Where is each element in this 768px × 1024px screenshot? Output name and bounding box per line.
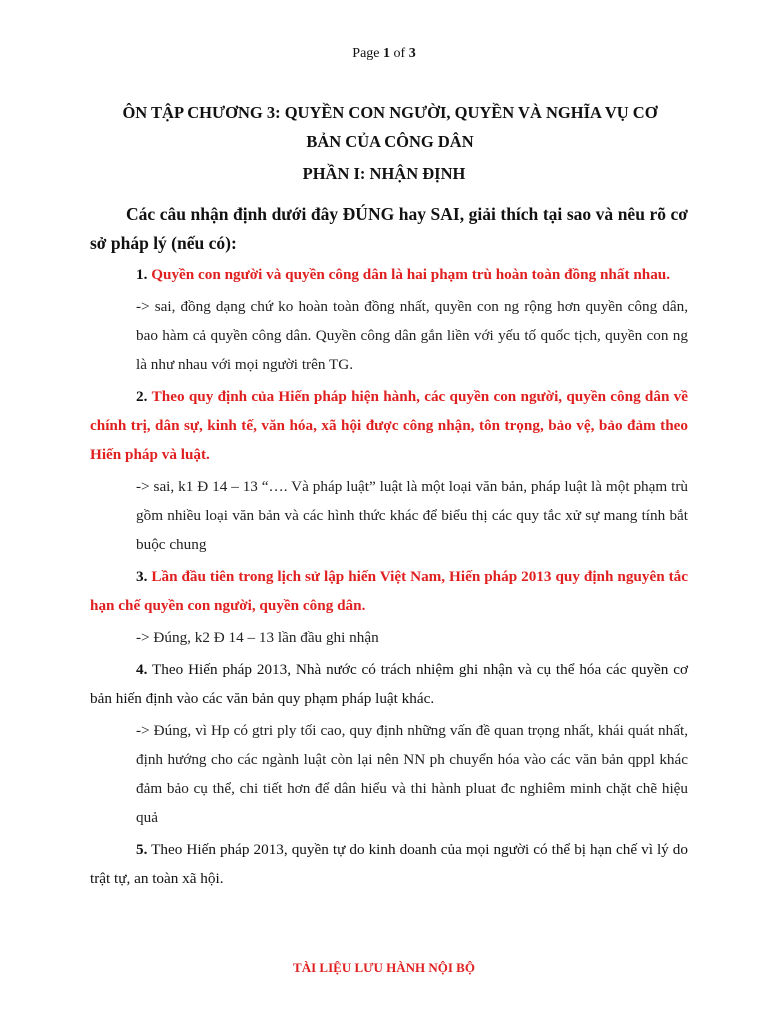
page-current: 1	[383, 46, 391, 61]
answer-text: -> sai, k1 Đ 14 – 13 “…. Và pháp luật” luật là một loại văn bản, pháp luật là một phạm trù gồm nhiều loại văn bản và các hình thức khác để biểu thị các quy tắc xử sự mang tính bắt buộc chung	[136, 478, 688, 553]
question-item	[90, 562, 688, 620]
question-list	[90, 260, 688, 893]
question-text: Theo quy định của Hiến pháp hiện hành, các quyền con người, quyền công dân về chính trị, dân sự, kinh tế, văn hóa, xã hội được công nhận, tôn trọng, bảo vệ, bảo đảm theo Hiến pháp và luật.	[90, 388, 688, 463]
question-item	[90, 260, 688, 289]
question-text: Theo Hiến pháp 2013, quyền tự do kinh doanh của mọi người có thể bị hạn chế vì lý do trật tự, an toàn xã hội.	[90, 841, 688, 887]
page-prefix: Page	[352, 46, 380, 61]
answer-text: -> Đúng, k2 Đ 14 – 13 lần đầu ghi nhận	[136, 629, 379, 646]
question-text: Quyền con người và quyền công dân là hai phạm trù hoàn toàn đồng nhất nhau.	[151, 266, 671, 283]
question-number: 5.	[136, 841, 148, 858]
question-number: 2.	[136, 388, 148, 405]
footer-note: TÀI LIỆU LƯU HÀNH NỘI BỘ	[293, 960, 475, 975]
intro-paragraph: Các câu nhận định dưới đây ĐÚNG hay SAI, giải thích tại sao và nêu rõ cơ sở pháp lý (nếu có):	[90, 204, 688, 253]
question-text: Lần đầu tiên trong lịch sử lập hiến Việt Nam, Hiến pháp 2013 quy định nguyên tắc hạn chế quyền con người, quyền công dân.	[90, 568, 689, 614]
question-text: Theo Hiến pháp 2013, Nhà nước có trách nhiệm ghi nhận và cụ thể hóa các quyền cơ bản hiến định vào các văn bản quy phạm pháp luật khác.	[90, 661, 688, 707]
question-item	[90, 655, 688, 713]
question-number: 1.	[136, 266, 148, 283]
answer-text: -> sai, đồng dạng chứ ko hoàn toàn đồng nhất, quyền con ng rộng hơn quyền công dân, bao hàm cả quyền công dân. Quyền công dân gắn liền với yếu tố quốc tịch, quyền con ng là như nhau với mọi người trên TG.	[136, 298, 688, 373]
document-title: ÔN TẬP CHƯƠNG 3: QUYỀN CON NGƯỜI, QUYỀN VÀ NGHĨA VỤ CƠ BẢN CỦA CÔNG DÂN	[122, 103, 658, 151]
question-number: 3.	[136, 568, 148, 585]
question-number: 4.	[136, 661, 148, 678]
page-indicator	[0, 46, 768, 62]
page-total: 3	[408, 46, 416, 61]
answer-text: -> Đúng, vì Hp có gtri ply tối cao, quy định những vấn đề quan trọng nhất, khái quát nhất, định hướng cho các ngành luật còn lại nên NN ph chuyển hóa vào các văn bản qppl khác đảm bảo cụ thể, chi tiết hơn để dân hiểu và thi hành pluat đc nghiêm minh chặt chẽ hiệu quả	[136, 722, 688, 826]
section-heading: PHẦN I: NHẬN ĐỊNH	[302, 164, 466, 183]
question-item	[90, 382, 688, 469]
question-item	[90, 835, 688, 893]
page-of: of	[393, 46, 406, 61]
